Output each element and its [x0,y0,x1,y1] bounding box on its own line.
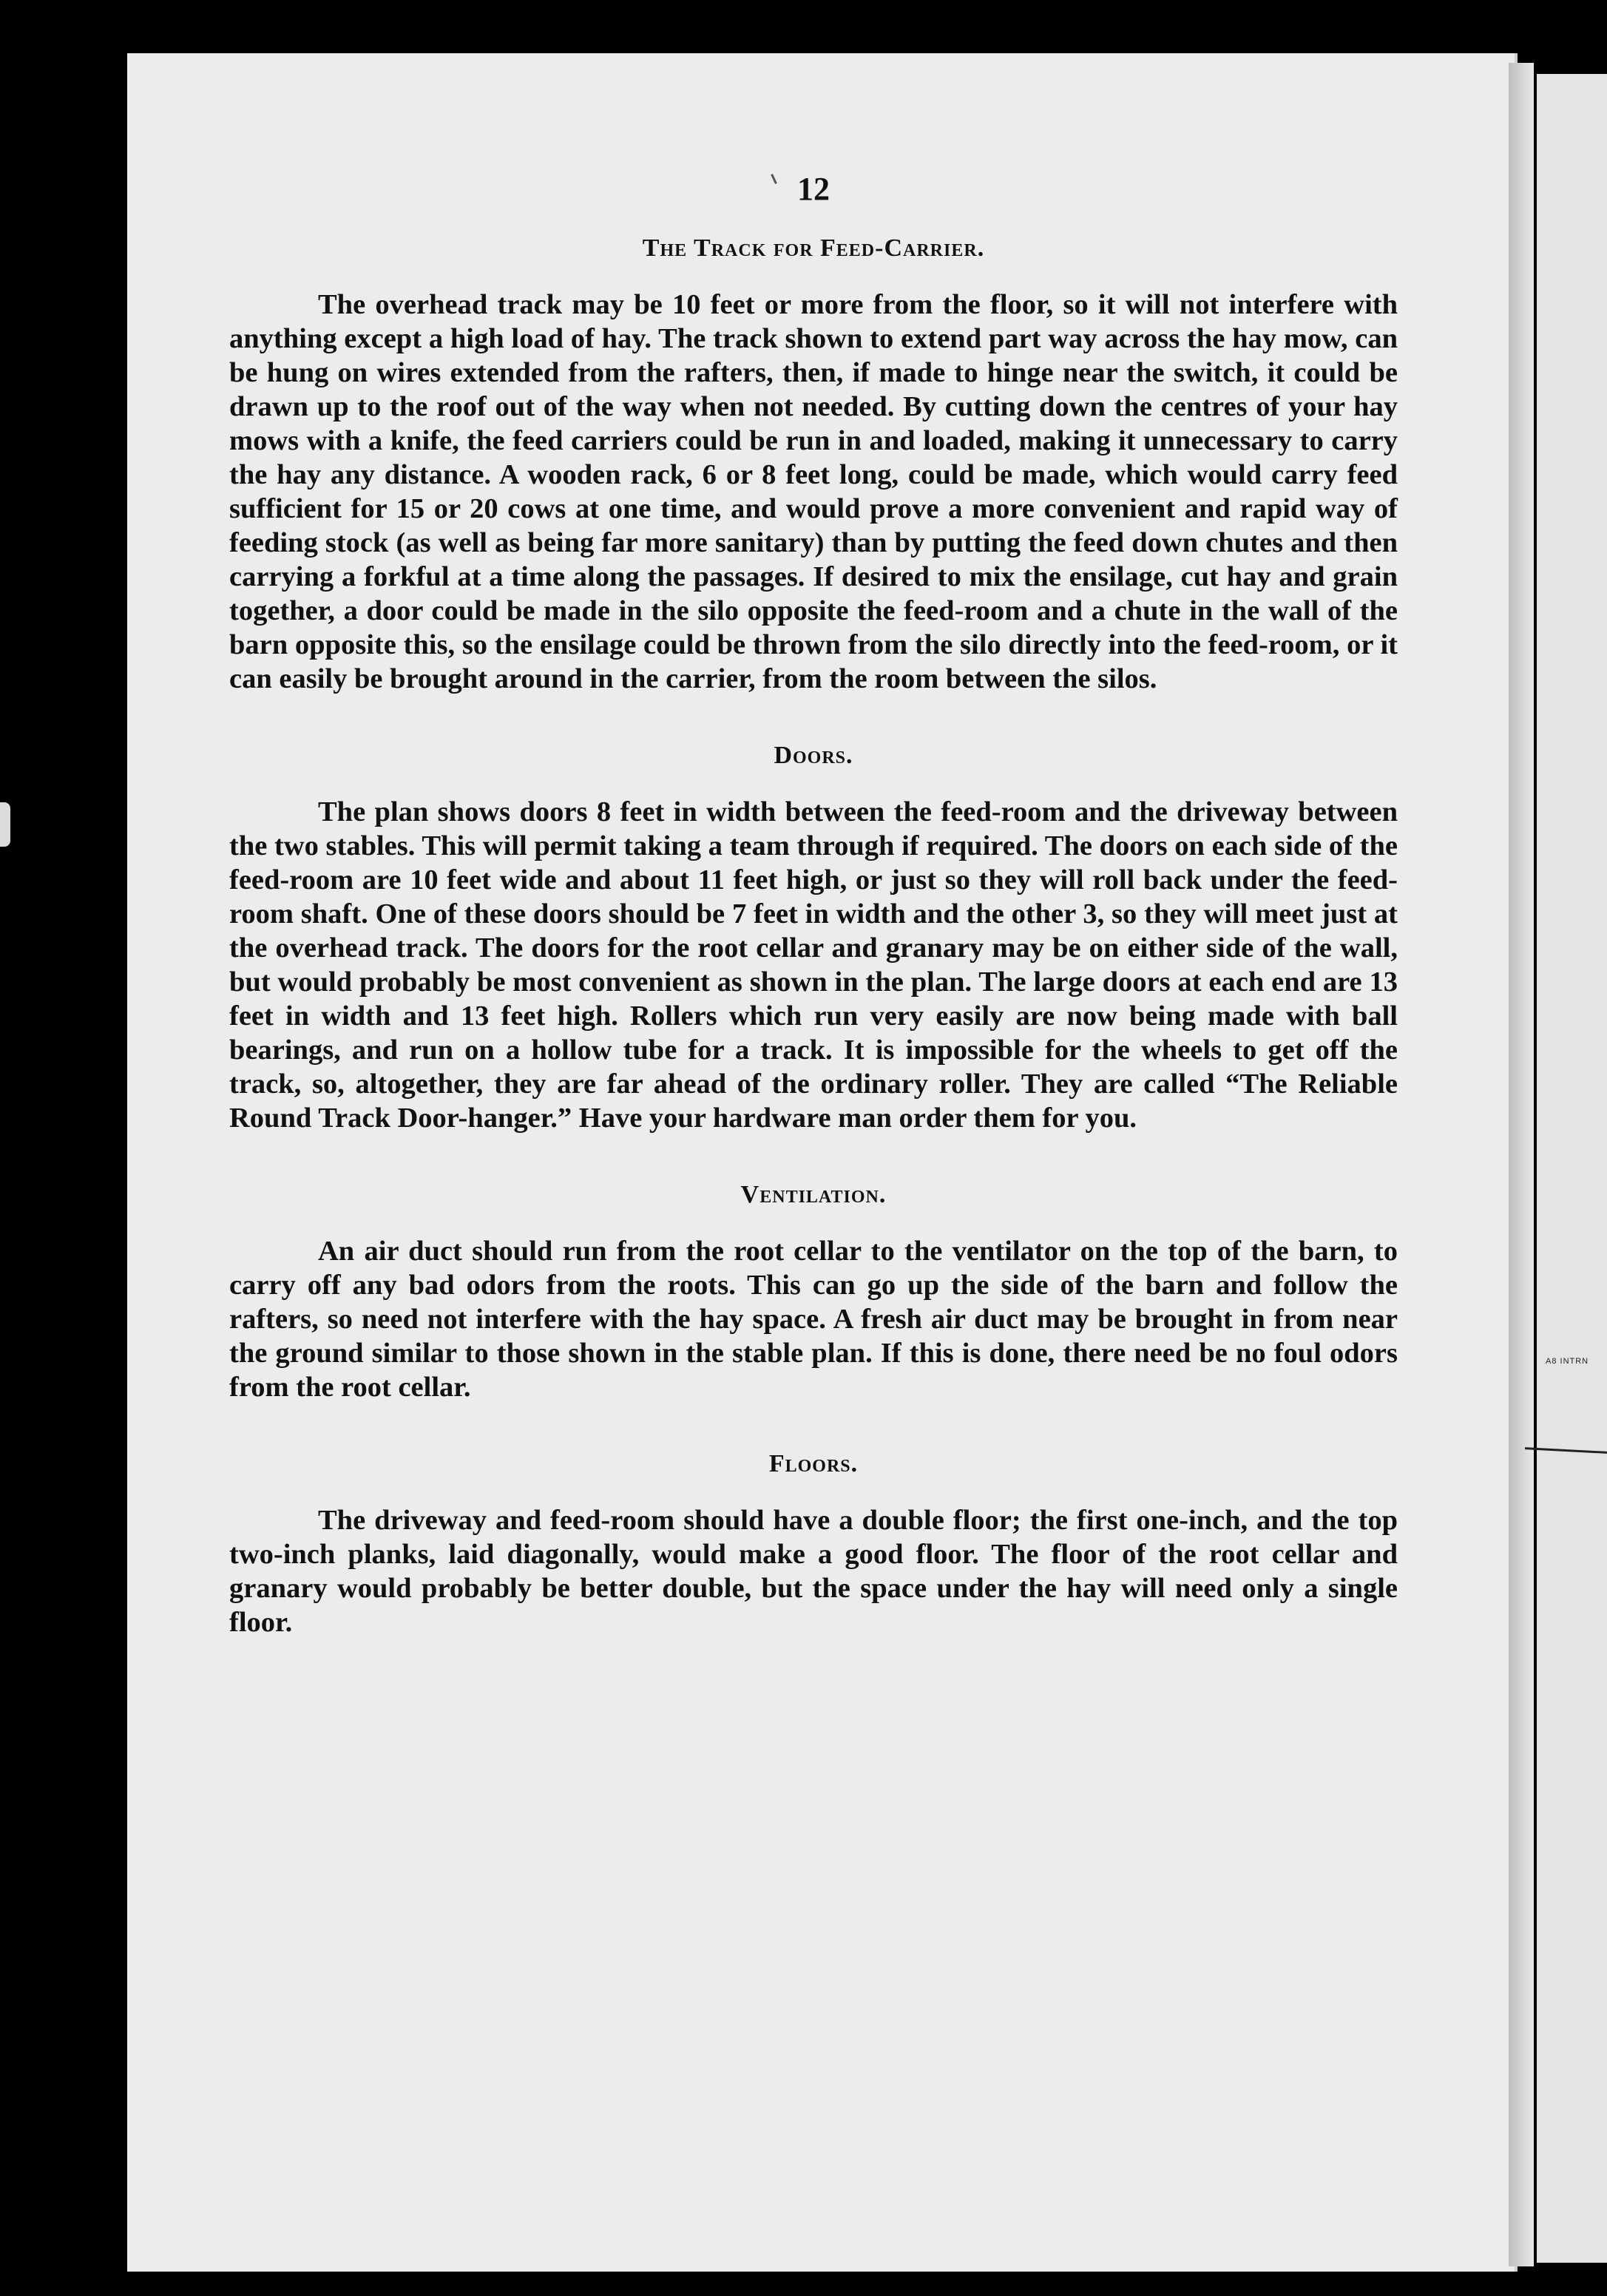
adjacent-page-fragment: A8 INTRN [1546,1357,1589,1366]
section-heading: The Track for Feed-Carrier. [642,234,985,262]
page-gutter-shadow [1509,63,1534,2266]
section-track-feed-carrier [229,234,1398,696]
section-doors [229,742,1398,1135]
scan-edge-mark [0,802,10,847]
section-paragraph: An air duct should run from the root cellar to the ventilator on the top of the barn, to carry off any bad odors from the roots. This can go up the side of the barn and follow the rafters, so need not interfere with the hay space. A fresh air duct may be brought in from near the ground similar to those shown in the stable plan. If this is done, there need be no foul odors from the root cellar. [229,1236,1398,1403]
section-paragraph: The plan shows doors 8 feet in width between the feed-room and the driveway between the two stables. This will permit taking a team through if required. The doors on each side of the feed-room are 10 feet wide and about 11 feet high, or just so they will roll back under the feed-room shaft. One of these doors should be 7 feet in width and the other 3, so they will meet just at the overhead track. The doors for the root cellar and granary may be on either side of the wall, but would probably be most convenient as shown in the plan. The large doors at each end are 13 feet in width and 13 feet high. Rollers which run very easily are now being made with ball bearings, and run on a hollow tube for a track. It is impossible for the wheels to get off the track, so, altogether, they are far ahead of the ordinary roller. They are called “The Reliable Round Track Door-hanger.” Have your hardware man order them for you. [229,796,1398,1134]
page-number: 12 [797,171,830,207]
section-paragraph: The driveway and feed-room should have a double floor; the first one-inch, and the top two-inch planks, laid diagonally, would make a good floor. The floor of the root cellar and granary would probably be better double, but the space under the hay will need only a single floor. [229,1505,1398,1638]
section-heading: Doors. [774,742,853,769]
section-paragraph: The overhead track may be 10 feet or more from the floor, so it will not interfere with anything except a high load of hay. The track shown to extend part way across the hay mow, can be hung on wires extended from the rafters, then, if made to hinge near the switch, it could be drawn up to the roof out of the way when not needed. By cutting down the centres of your hay mows with a knife, the feed carriers could be run in and loaded, making it unnecessary to carry the hay any distance. A wooden rack, 6 or 8 feet long, could be made, which would carry feed sufficient for 15 or 20 cows at one time, and would prove a more convenient and rapid way of feeding stock (as well as being far more sanitary) than by putting the feed down chutes and then carrying a forkful at a time along the passages. If desired to mix the ensilage, cut hay and grain together, a door could be made in the silo opposite the feed-room and a chute in the wall of the barn opposite this, so the ensilage could be thrown from the silo directly into the feed-room, or it can easily be brought around in the carrier, from the room between the silos. [229,289,1398,694]
section-ventilation [229,1181,1398,1404]
page-content [229,170,1398,1685]
section-heading: Floors. [768,1450,859,1477]
adjacent-page [1537,74,1607,2263]
section-heading: Ventilation. [740,1181,887,1208]
section-floors [229,1450,1398,1639]
